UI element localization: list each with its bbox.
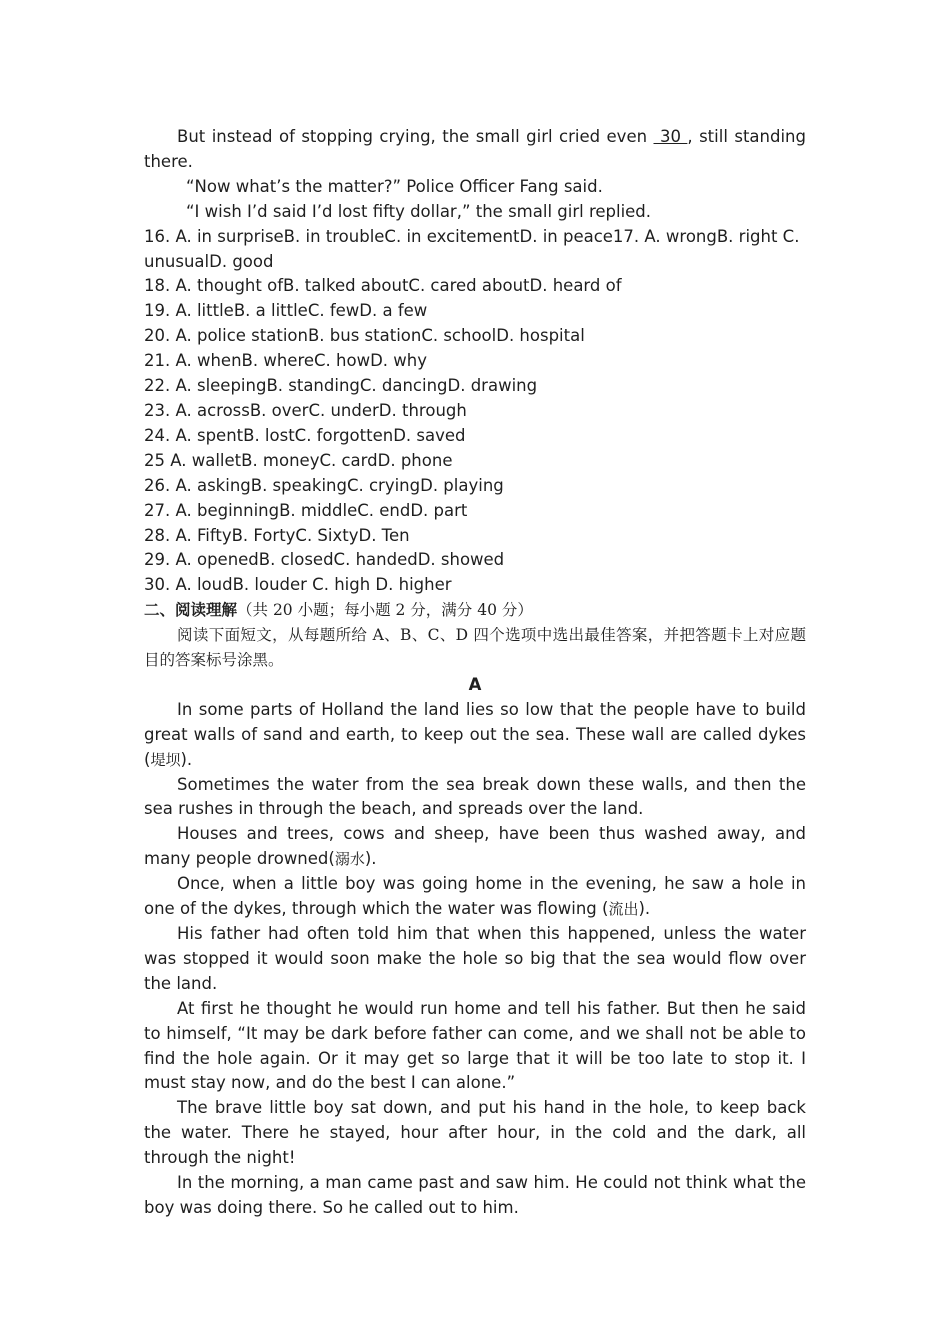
paragraph-3 [144, 822, 806, 872]
gloss-dykes: 堤坝 [150, 750, 181, 769]
option-line-22: 22. A. sleepingB. standingC. dancingD. drawing [144, 376, 538, 396]
paragraph-girl-cried [144, 125, 806, 175]
paragraph-7: The brave little boy sat down, and put his hand in the hole, to keep back the water. There he stayed, hour after hour, in the cold and the dark, all through the night! [144, 1098, 806, 1168]
blank-30: 30 [653, 127, 688, 146]
option-line-25: 25 A. walletB. moneyC. cardD. phone [144, 450, 453, 470]
option-line-27: 27. A. beginningB. middleC. endD. part [144, 500, 468, 520]
dialogue-officer: “Now what’s the matter?” Police Officer Fang said. [186, 176, 603, 196]
paragraph-8: In the morning, a man came past and saw him. He could not think what the boy was doing there. So he called out to him. [144, 1173, 806, 1217]
text-segment: In some parts of Holland the land lies so low that the people have to build great walls of sand and earth, to keep out the sea. These wall are called dykes ( [144, 699, 806, 769]
text-segment: , still standing there. [144, 127, 806, 171]
text-segment: ). [364, 849, 377, 869]
section-heading [144, 598, 806, 623]
paragraph-6: At first he thought he would run home and tell his father. But then he said to himself, “It may be dark before father can come, and we shall not be able to find the hole again. Or it may get so large that it will be too late to stop it. I must stay now, and do the best I can alone.” [144, 998, 806, 1093]
option-line-20: 20. A. police stationB. bus stationC. schoolD. hospital [144, 326, 585, 346]
text-segment: Once, when a little boy was going home in the evening, he saw a hole in one of the dykes, through which the water was flowing ( [144, 874, 806, 919]
paragraph-1 [144, 698, 806, 773]
document-page [144, 125, 806, 1221]
text-segment: But instead of stopping crying, the small girl cried even [177, 127, 654, 146]
option-line-26: 26. A. askingB. speakingC. cryingD. playing [144, 475, 504, 495]
option-line-23: 23. A. acrossB. overC. underD. through [144, 400, 467, 420]
section-title: 二、阅读理解 [144, 600, 238, 620]
section-instruction: 阅读下面短文，从每题所给 A、B、C、D 四个选项中选出最佳答案，并把答题卡上对应题目的答案标号涂黑。 [144, 626, 806, 670]
option-line-28: 28. A. FiftyB. FortyC. SixtyD. Ten [144, 525, 410, 545]
text-segment: Houses and trees, cows and sheep, have been thus washed away, and many people drowned( [144, 824, 806, 869]
paragraph-2: Sometimes the water from the sea break down these walls, and then the sea rushes in through the beach, and spreads over the land. [144, 774, 806, 819]
option-line-24: 24. A. spentB. lostC. forgottenD. saved [144, 425, 466, 445]
option-line-29: 29. A. openedB. closedC. handedD. showed [144, 550, 505, 570]
gloss-flowing: 流出 [608, 900, 639, 919]
text-segment: ). [638, 899, 651, 919]
option-line-16-17: 16. A. in surpriseB. in troubleC. in excitementD. in peace17. A. wrongB. right C. unusualD. good [144, 226, 800, 271]
option-line-19: 19. A. littleB. a littleC. fewD. a few [144, 301, 428, 321]
option-line-21: 21. A. whenB. whereC. howD. why [144, 351, 427, 371]
gloss-drowned: 溺水 [334, 850, 365, 869]
paragraph-4 [144, 872, 806, 922]
passage-heading: A [468, 674, 482, 694]
option-line-18: 18. A. thought ofB. talked aboutC. cared aboutD. heard of [144, 276, 622, 296]
paragraph-5: His father had often told him that when this happened, unless the water was stopped it would soon make the hole so big that the sea would flow over the land. [144, 924, 806, 993]
dialogue-girl: “I wish I’d said I’d lost fifty dollar,” the small girl replied. [186, 201, 652, 221]
text-segment: ). [180, 749, 193, 769]
option-line-30: 30. A. loudB. louder C. high D. higher [144, 575, 452, 595]
section-note: （共 20 小题；每小题 2 分，满分 40 分） [237, 601, 533, 620]
